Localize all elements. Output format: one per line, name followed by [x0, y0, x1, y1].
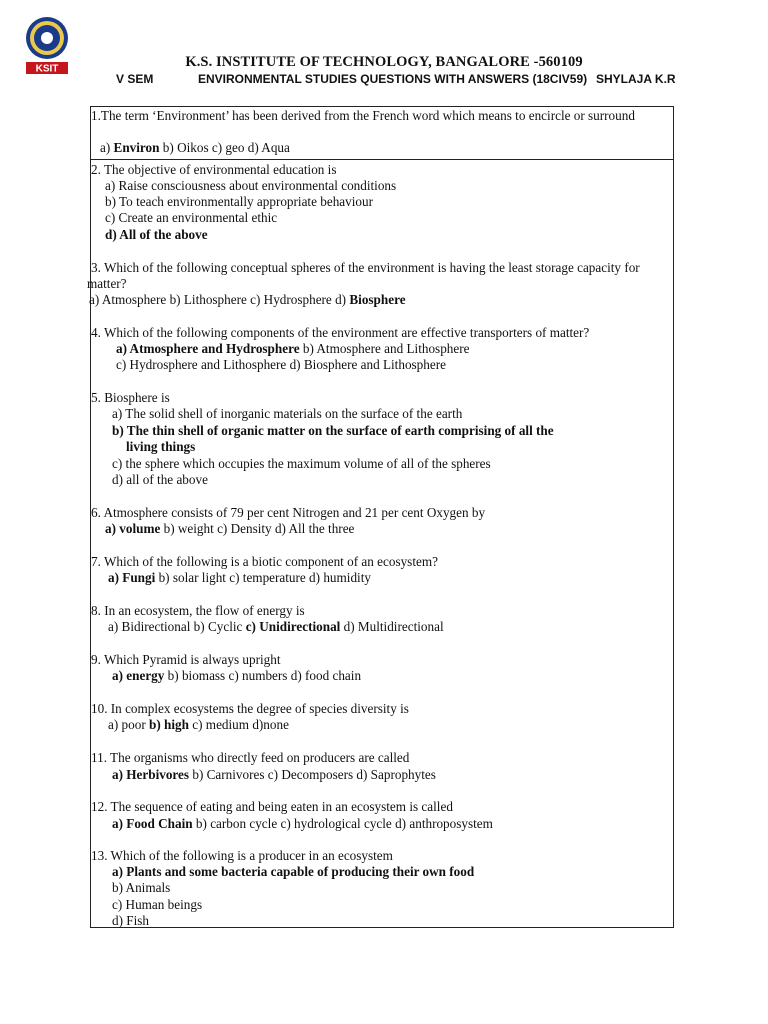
semester: V SEM: [116, 72, 154, 86]
question-5-option-c: c) the sphere which occupies the maximum volume of all of the spheres: [112, 456, 491, 471]
course-title: ENVIRONMENTAL STUDIES QUESTIONS WITH ANSWERS (18CIV59): [198, 72, 588, 86]
question-8: 8. In an ecosystem, the flow of energy is: [91, 603, 305, 618]
logo-text: KSIT: [35, 63, 59, 75]
question-12: 12. The sequence of eating and being eaten in an ecosystem is called: [91, 799, 453, 814]
question-5-option-a: a) The solid shell of inorganic materials on the surface of the earth: [112, 406, 463, 421]
question-2-option-d: d) All of the above: [105, 227, 208, 242]
question-5-option-b: b) The thin shell of organic matter on the surface of earth comprising of all the: [112, 423, 554, 438]
question-5-option-d: d) all of the above: [112, 472, 208, 487]
question-10: 10. In complex ecosystems the degree of species diversity is: [91, 701, 409, 716]
institute-name: K.S. INSTITUTE OF TECHNOLOGY, BANGALORE -560109: [185, 54, 583, 70]
question-2-option-b: b) To teach environmentally appropriate behaviour: [105, 194, 373, 209]
question-12-options: a) Food Chain b) carbon cycle c) hydrological cycle d) anthroposystem: [112, 816, 493, 831]
question-2-option-c: c) Create an environmental ethic: [105, 210, 278, 225]
question-9-options: a) energy b) biomass c) numbers d) food chain: [112, 668, 362, 683]
question-6-options: a) volume b) weight c) Density d) All the three: [105, 521, 355, 536]
question-4-options-row-2: c) Hydrosphere and Lithosphere d) Biosphere and Lithosphere: [116, 357, 446, 372]
question-11: 11. The organisms who directly feed on producers are called: [91, 750, 410, 765]
question-11-options: a) Herbivores b) Carnivores c) Decomposers d) Saprophytes: [112, 767, 436, 782]
question-2: 2. The objective of environmental education is: [91, 162, 337, 177]
question-8-options: a) Bidirectional b) Cyclic c) Unidirectional d) Multidirectional: [108, 619, 444, 634]
question-1: 1.The term ‘Environment’ has been derived from the French word which means to encircle or surround: [91, 108, 635, 123]
question-2-option-a: a) Raise consciousness about environmental conditions: [105, 178, 397, 193]
question-3-continued: matter?: [87, 276, 127, 291]
question-3: 3. Which of the following conceptual spheres of the environment is having the least storage capacity for: [91, 260, 640, 275]
question-3-options: a) Atmosphere b) Lithosphere c) Hydrosphere d) Biosphere: [89, 292, 406, 307]
question-6: 6. Atmosphere consists of 79 per cent Nitrogen and 21 per cent Oxygen by: [91, 505, 486, 520]
question-4: 4. Which of the following components of the environment are effective transporters of matter?: [91, 325, 590, 340]
question-13-option-a: a) Plants and some bacteria capable of producing their own food: [112, 864, 475, 879]
question-13-option-b: b) Animals: [112, 880, 171, 895]
question-7-options: a) Fungi b) solar light c) temperature d) humidity: [108, 570, 371, 585]
question-13-option-d: d) Fish: [112, 913, 150, 928]
question-9: 9. Which Pyramid is always upright: [91, 652, 281, 667]
divider: [91, 159, 673, 160]
question-10-options: a) poor b) high c) medium d)none: [108, 717, 289, 732]
question-4-options-row-1: a) Atmosphere and Hydrosphere b) Atmosphere and Lithosphere: [116, 341, 470, 356]
questions-box: [87, 106, 674, 928]
question-5-option-b-continued: living things: [126, 439, 196, 454]
question-5: 5. Biosphere is: [91, 390, 170, 405]
question-13: 13. Which of the following is a producer in an ecosystem: [91, 848, 393, 863]
question-7: 7. Which of the following is a biotic component of an ecosystem?: [91, 554, 438, 569]
question-1-options: a) Environ b) Oikos c) geo d) Aqua: [100, 140, 290, 155]
author: SHYLAJA K.R: [596, 72, 676, 86]
question-13-option-c: c) Human beings: [112, 897, 203, 912]
